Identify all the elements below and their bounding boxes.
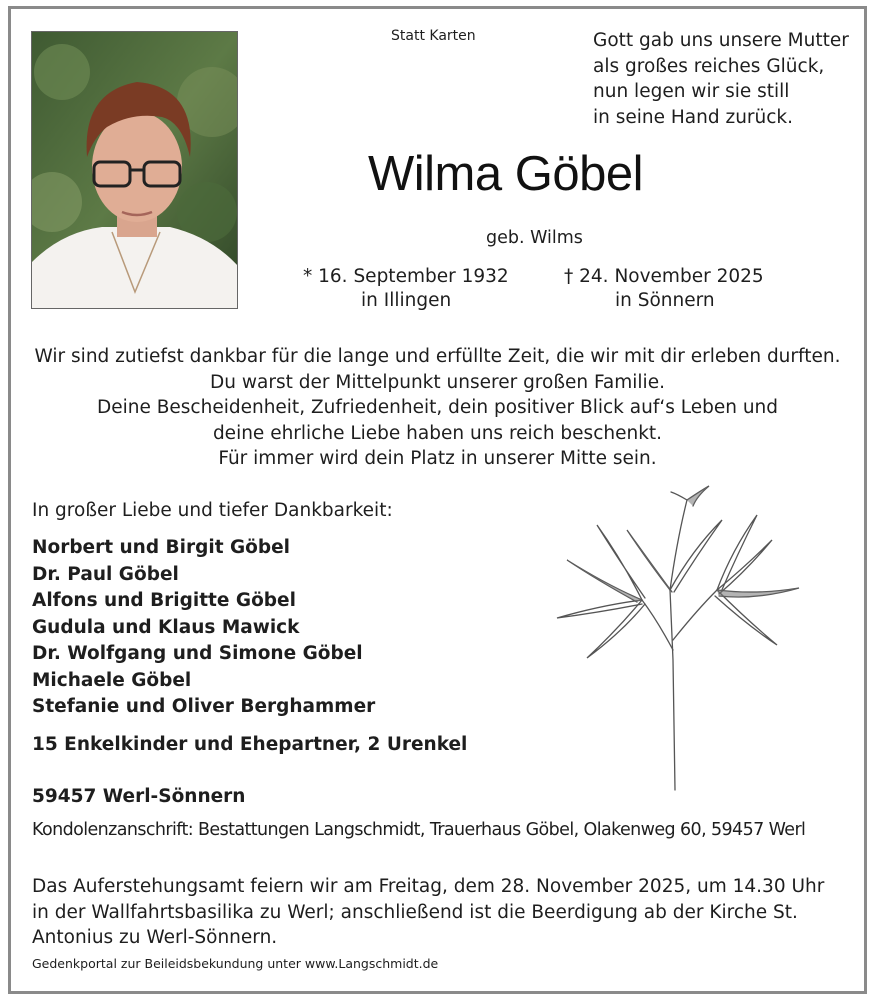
statt-karten-label: Statt Karten xyxy=(391,28,476,44)
poem-line: in seine Hand zurück. xyxy=(593,106,794,128)
birth-star-icon: * xyxy=(303,266,313,287)
service-line: Das Auferstehungsamt feiern wir am Freitag, dem 28. November 2025, um 14.30 Uhr xyxy=(32,876,825,897)
family-place: 59457 Werl-Sönnern xyxy=(32,786,246,807)
poem-line: Gott gab uns unsere Mutter xyxy=(593,30,849,51)
mourner-name: Gudula und Klaus Mawick xyxy=(32,616,300,638)
service-line: Antonius zu Werl-Sönnern. xyxy=(32,927,278,948)
poem-line: als großes reiches Glück, xyxy=(593,55,825,77)
mourner-name: Stefanie und Oliver Berghammer xyxy=(32,696,376,717)
mourner-name: Norbert und Birgit Göbel xyxy=(32,537,290,558)
lily-illustration xyxy=(547,480,805,792)
verse-line: deine ehrliche Liebe haben uns reich beschenkt. xyxy=(212,422,663,444)
deceased-name: Wilma Göbel xyxy=(368,147,643,201)
verse-line: Wir sind zutiefst dankbar für die lange und erfüllte Zeit, die wir mit dir erleben durften. xyxy=(34,346,841,367)
maiden-name: geb. Wilms xyxy=(486,228,583,248)
mourners-lead: In großer Liebe und tiefer Dankbarkeit: xyxy=(32,500,393,521)
mourners-list xyxy=(32,535,375,721)
verse-line: Deine Bescheidenheit, Zufriedenheit, dein positiver Blick auf‘s Leben und xyxy=(96,397,779,419)
service-info xyxy=(32,874,824,951)
death-cross-icon: † xyxy=(564,266,574,287)
mourner-name: Alfons und Brigitte Göbel xyxy=(32,590,296,611)
death-date-line xyxy=(564,264,779,290)
service-line: in der Wallfahrtsbasilika zu Werl; anschließend ist die Beerdigung ab der Kirche St. xyxy=(32,901,798,923)
death-date: 24. November 2025 xyxy=(579,266,764,287)
poem-line: nun legen wir sie still xyxy=(593,81,790,102)
poem xyxy=(593,28,849,130)
birth-date: 16. September 1932 xyxy=(318,266,509,287)
condolence-address: Kondolenzanschrift: Bestattungen Langschmidt, Trauerhaus Göbel, Olakenweg 60, 59457 Werl xyxy=(32,820,806,840)
mourner-name: Michaele Göbel xyxy=(32,669,192,691)
tribute-verse xyxy=(0,344,875,472)
birth-date-line xyxy=(303,264,523,290)
verse-line: Du warst der Mittelpunkt unserer großen Familie. xyxy=(210,371,665,393)
birth-place: in Illingen xyxy=(361,290,452,311)
memorial-portal-note: Gedenkportal zur Beileidsbekundung unter www.Langschmidt.de xyxy=(32,956,439,971)
death-place: in Sönnern xyxy=(615,290,715,311)
verse-line: Für immer wird dein Platz in unserer Mitte sein. xyxy=(218,448,657,470)
mourner-name: Dr. Paul Göbel xyxy=(32,563,179,585)
grandchildren-line: 15 Enkelkinder und Ehepartner, 2 Urenkel xyxy=(32,734,468,755)
mourner-name: Dr. Wolfgang und Simone Göbel xyxy=(32,643,363,664)
portrait-photo xyxy=(31,31,238,309)
